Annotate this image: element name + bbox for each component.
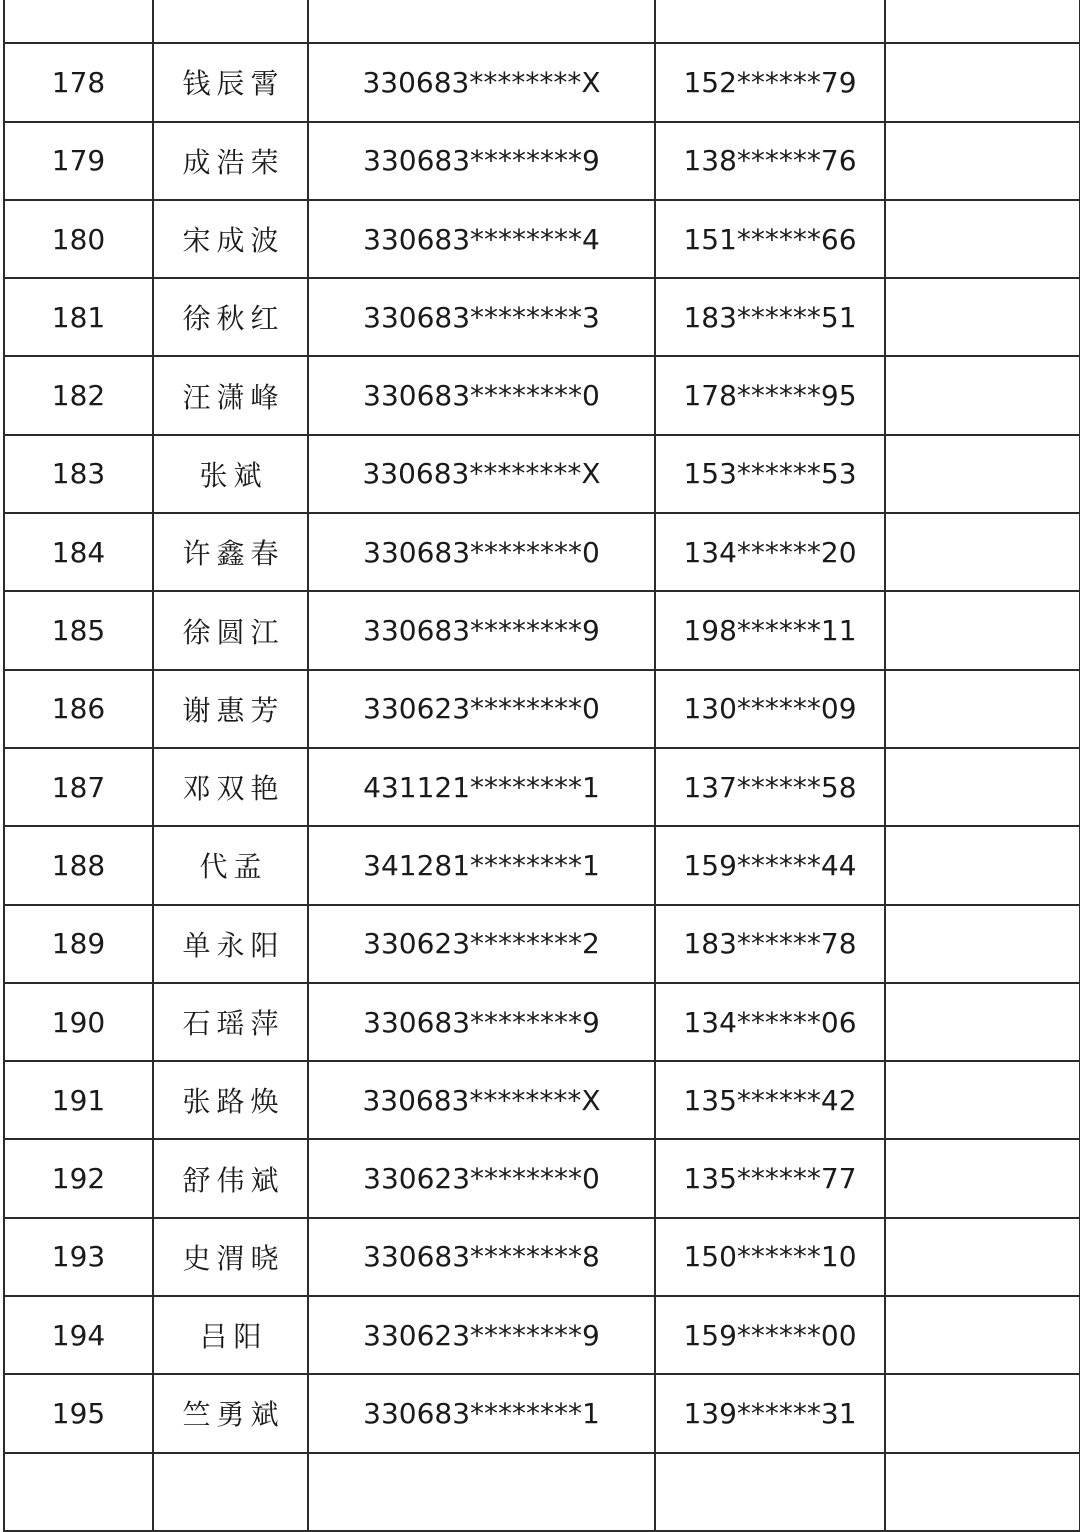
- person-name-cell: 徐圆江: [153, 591, 308, 669]
- remark-cell: [885, 513, 1080, 591]
- row-number-cell: 184: [4, 513, 153, 591]
- remark-cell: [885, 748, 1080, 826]
- phone-number-cell: 138******76: [655, 122, 885, 200]
- person-name-cell: 徐秋红: [153, 278, 308, 356]
- phone-number-cell: 137******58: [655, 748, 885, 826]
- table-row: [4, 670, 1080, 748]
- row-number-cell: 193: [4, 1218, 153, 1296]
- row-number-cell: 187: [4, 748, 153, 826]
- table-row: [4, 1296, 1080, 1374]
- id-number-cell: 431121********1: [308, 748, 655, 826]
- phone-number-cell: 135******77: [655, 1139, 885, 1217]
- roster-table: [3, 0, 1080, 1532]
- remark-cell: [885, 200, 1080, 278]
- person-name-cell: 吕阳: [153, 1296, 308, 1374]
- row-number-cell: 192: [4, 1139, 153, 1217]
- id-number-cell: 330683********X: [308, 435, 655, 513]
- phone-number-cell: 153******53: [655, 435, 885, 513]
- remark-cell: [885, 435, 1080, 513]
- id-number-cell: 330683********9: [308, 983, 655, 1061]
- person-name-cell: [153, 0, 308, 43]
- row-number-cell: 181: [4, 278, 153, 356]
- phone-number-cell: 134******06: [655, 983, 885, 1061]
- row-number-cell: 183: [4, 435, 153, 513]
- remark-cell: [885, 1139, 1080, 1217]
- row-number-cell: 182: [4, 356, 153, 434]
- person-name-cell: 单永阳: [153, 905, 308, 983]
- table-row: [4, 0, 1080, 43]
- phone-number-cell: 130******09: [655, 670, 885, 748]
- phone-number-cell: 159******00: [655, 1296, 885, 1374]
- remark-cell: [885, 826, 1080, 904]
- id-number-cell: 330683********X: [308, 43, 655, 121]
- table-row: [4, 200, 1080, 278]
- id-number-cell: 341281********1: [308, 826, 655, 904]
- table-row: [4, 826, 1080, 904]
- person-name-cell: 张斌: [153, 435, 308, 513]
- table-row: [4, 278, 1080, 356]
- phone-number-cell: 198******11: [655, 591, 885, 669]
- remark-cell: [885, 1218, 1080, 1296]
- id-number-cell: 330623********9: [308, 1296, 655, 1374]
- row-number-cell: 180: [4, 200, 153, 278]
- table-row: [4, 1061, 1080, 1139]
- id-number-cell: 330623********0: [308, 1139, 655, 1217]
- phone-number-cell: 183******78: [655, 905, 885, 983]
- roster-table-body: [4, 0, 1080, 1531]
- remark-cell: [885, 1453, 1080, 1531]
- id-number-cell: [308, 1453, 655, 1531]
- person-name-cell: 张路焕: [153, 1061, 308, 1139]
- person-name-cell: 钱辰霄: [153, 43, 308, 121]
- id-number-cell: 330683********X: [308, 1061, 655, 1139]
- row-number-cell: 188: [4, 826, 153, 904]
- remark-cell: [885, 1374, 1080, 1452]
- row-number-cell: 186: [4, 670, 153, 748]
- remark-cell: [885, 0, 1080, 43]
- remark-cell: [885, 1061, 1080, 1139]
- phone-number-cell: 135******42: [655, 1061, 885, 1139]
- row-number-cell: 189: [4, 905, 153, 983]
- row-number-cell: 195: [4, 1374, 153, 1452]
- phone-number-cell: 151******66: [655, 200, 885, 278]
- id-number-cell: 330623********2: [308, 905, 655, 983]
- table-row: [4, 513, 1080, 591]
- table-row: [4, 1218, 1080, 1296]
- id-number-cell: 330683********9: [308, 591, 655, 669]
- row-number-cell: 194: [4, 1296, 153, 1374]
- id-number-cell: 330683********8: [308, 1218, 655, 1296]
- remark-cell: [885, 591, 1080, 669]
- row-number-cell: 179: [4, 122, 153, 200]
- table-row: [4, 1139, 1080, 1217]
- phone-number-cell: 152******79: [655, 43, 885, 121]
- remark-cell: [885, 1296, 1080, 1374]
- person-name-cell: 宋成波: [153, 200, 308, 278]
- phone-number-cell: 139******31: [655, 1374, 885, 1452]
- id-number-cell: 330683********4: [308, 200, 655, 278]
- table-row: [4, 435, 1080, 513]
- remark-cell: [885, 983, 1080, 1061]
- remark-cell: [885, 905, 1080, 983]
- remark-cell: [885, 278, 1080, 356]
- table-row: [4, 356, 1080, 434]
- person-name-cell: 代孟: [153, 826, 308, 904]
- id-number-cell: 330683********0: [308, 513, 655, 591]
- person-name-cell: 舒伟斌: [153, 1139, 308, 1217]
- person-name-cell: 竺勇斌: [153, 1374, 308, 1452]
- phone-number-cell: 178******95: [655, 356, 885, 434]
- table-row: [4, 1453, 1080, 1531]
- row-number-cell: 190: [4, 983, 153, 1061]
- row-number-cell: [4, 0, 153, 43]
- remark-cell: [885, 670, 1080, 748]
- id-number-cell: 330683********0: [308, 356, 655, 434]
- row-number-cell: [4, 1453, 153, 1531]
- person-name-cell: 谢惠芳: [153, 670, 308, 748]
- remark-cell: [885, 43, 1080, 121]
- phone-number-cell: 183******51: [655, 278, 885, 356]
- id-number-cell: 330683********9: [308, 122, 655, 200]
- id-number-cell: 330683********3: [308, 278, 655, 356]
- person-name-cell: 邓双艳: [153, 748, 308, 826]
- id-number-cell: [308, 0, 655, 43]
- row-number-cell: 191: [4, 1061, 153, 1139]
- phone-number-cell: [655, 1453, 885, 1531]
- person-name-cell: 许鑫春: [153, 513, 308, 591]
- table-row: [4, 748, 1080, 826]
- person-name-cell: 成浩荣: [153, 122, 308, 200]
- table-row: [4, 983, 1080, 1061]
- id-number-cell: 330623********0: [308, 670, 655, 748]
- person-name-cell: [153, 1453, 308, 1531]
- table-row: [4, 1374, 1080, 1452]
- person-name-cell: 史渭晓: [153, 1218, 308, 1296]
- table-row: [4, 905, 1080, 983]
- phone-number-cell: [655, 0, 885, 43]
- remark-cell: [885, 122, 1080, 200]
- person-name-cell: 石瑶萍: [153, 983, 308, 1061]
- person-name-cell: 汪潇峰: [153, 356, 308, 434]
- table-row: [4, 43, 1080, 121]
- phone-number-cell: 150******10: [655, 1218, 885, 1296]
- table-row: [4, 122, 1080, 200]
- id-number-cell: 330683********1: [308, 1374, 655, 1452]
- row-number-cell: 185: [4, 591, 153, 669]
- remark-cell: [885, 356, 1080, 434]
- row-number-cell: 178: [4, 43, 153, 121]
- table-row: [4, 591, 1080, 669]
- phone-number-cell: 159******44: [655, 826, 885, 904]
- phone-number-cell: 134******20: [655, 513, 885, 591]
